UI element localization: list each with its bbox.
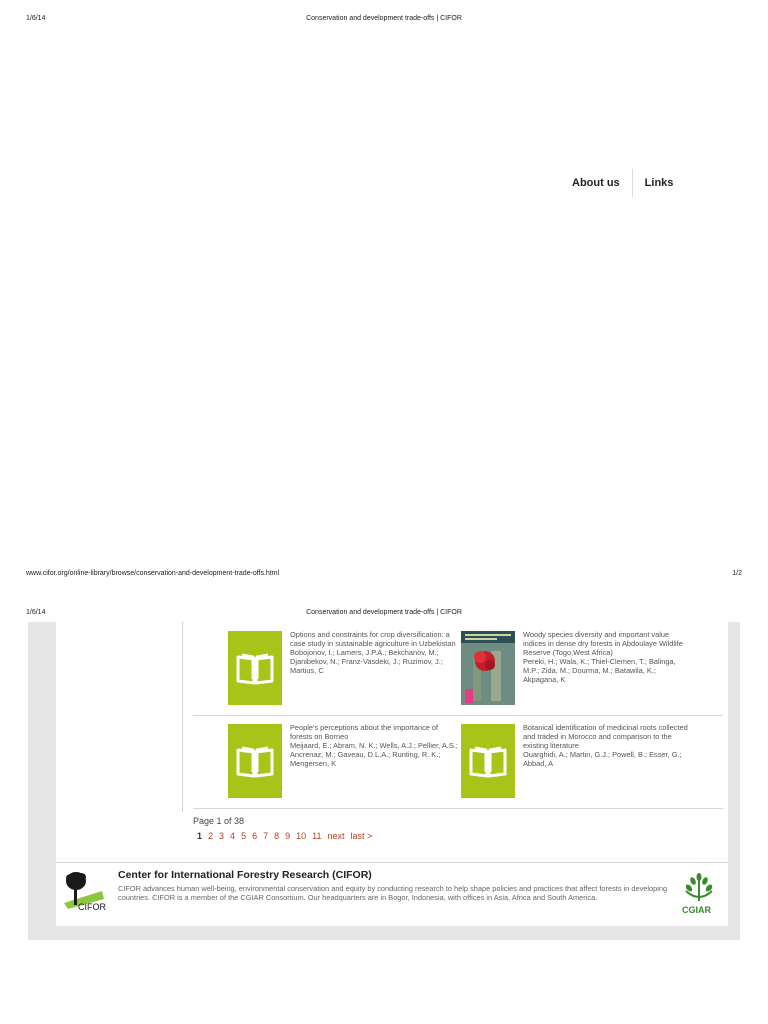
book-icon[interactable] xyxy=(228,724,282,798)
publication-title[interactable]: Woody species diversity and important value indices in dense dry forests in Abdoulaye Wildlife Reserve (Togo,West Africa) xyxy=(523,630,683,657)
print-title: Conservation and development trade-offs | CIFOR xyxy=(306,15,462,22)
page-link[interactable]: 6 xyxy=(252,831,258,841)
print-header-page1 xyxy=(0,15,768,29)
page-link[interactable]: 8 xyxy=(274,831,280,841)
page-link[interactable]: 3 xyxy=(219,831,225,841)
page-indicator: Page 1 of 38 xyxy=(193,816,245,826)
publication-title[interactable]: Botanical identification of medicinal roots collected and traded in Morocco and comparison to the existing literature xyxy=(523,723,688,750)
publication-authors: Ouarghidi, A.; Martin, G.J.; Powell, B.; Esser, G.; Abbad, A xyxy=(523,749,682,768)
publication-title[interactable]: Options and constraints for crop diversification: a case study in sustainable agriculture in Uzbekistan xyxy=(290,630,456,648)
publication-title[interactable]: People's perceptions about the importance of forests on Borneo xyxy=(290,723,439,741)
page-link[interactable]: 7 xyxy=(263,831,269,841)
cover-photo[interactable] xyxy=(461,631,515,705)
page-link[interactable]: 2 xyxy=(208,831,214,841)
print-date: 1/6/14 xyxy=(26,15,46,22)
last-link[interactable]: last > xyxy=(350,831,373,841)
page-link-current[interactable]: 1 xyxy=(197,831,203,841)
book-icon[interactable] xyxy=(228,631,282,705)
top-nav xyxy=(560,171,685,195)
print-url: www.cifor.org/online-library/browse/conservation-and-development-trade-offs.html xyxy=(26,570,280,577)
page-link[interactable]: 10 xyxy=(296,831,307,841)
nav-links[interactable]: Links xyxy=(644,177,674,189)
pagination xyxy=(197,831,372,841)
svg-text:CIFOR: CIFOR xyxy=(78,902,106,912)
print-footer-page1 xyxy=(0,570,768,584)
next-link[interactable]: next xyxy=(327,831,345,841)
publication-item[interactable] xyxy=(461,724,691,800)
page-link[interactable]: 11 xyxy=(312,831,322,841)
publication-item[interactable] xyxy=(228,724,458,800)
print-date: 1/6/14 xyxy=(26,609,46,616)
book-icon[interactable] xyxy=(461,724,515,798)
print-page-number: 1/2 xyxy=(732,570,742,577)
cifor-logo[interactable] xyxy=(62,869,108,913)
publication-item[interactable] xyxy=(461,631,691,707)
publication-item[interactable] xyxy=(228,631,458,707)
publication-authors: Meijaard, E.; Abram, N. K.; Wells, A.J.; Pellier, A.S.; Ancrenaz, M.; Gaveau, D.L.A.; Runting, R. K.; Mengersen, K xyxy=(290,740,458,768)
row-divider xyxy=(193,715,723,716)
footer-description: CIFOR advances human well-being, environmental conservation and equity by conducting research to help shape policies and practices that affect forests in developing countries. CIFOR is a member of the CGIAR Consortium. Our headquarters are in Bogor, Indonesia, with offices in Asia, Africa and South America. xyxy=(118,884,668,902)
page-link[interactable]: 9 xyxy=(285,831,291,841)
publication-authors: Pereki, H.; Wala, K.; Thiel-Clemen, T.; Balinga, M.P.; Zida, M.; Dourma, M.; Batawila, K.; Akpagana, K xyxy=(523,656,676,684)
print-header-page2 xyxy=(0,609,768,623)
publication-authors: Bobojonov, I.; Lamers, J.P.A.; Bekchanov, M.; Djanibekov, N.; Franz-Vasdeki, J.; Ruzimov, J.; Martius, C xyxy=(290,647,443,675)
footer-title: Center for International Forestry Research (CIFOR) xyxy=(118,869,372,881)
page-link[interactable]: 4 xyxy=(230,831,236,841)
page-link[interactable]: 5 xyxy=(241,831,247,841)
svg-text:CGIAR: CGIAR xyxy=(682,905,711,915)
print-title: Conservation and development trade-offs | CIFOR xyxy=(306,609,462,616)
site-footer xyxy=(56,862,728,926)
left-column-border xyxy=(182,622,183,812)
row-divider xyxy=(193,808,723,809)
nav-about-us[interactable]: About us xyxy=(572,177,620,189)
cgiar-logo[interactable] xyxy=(676,869,722,915)
